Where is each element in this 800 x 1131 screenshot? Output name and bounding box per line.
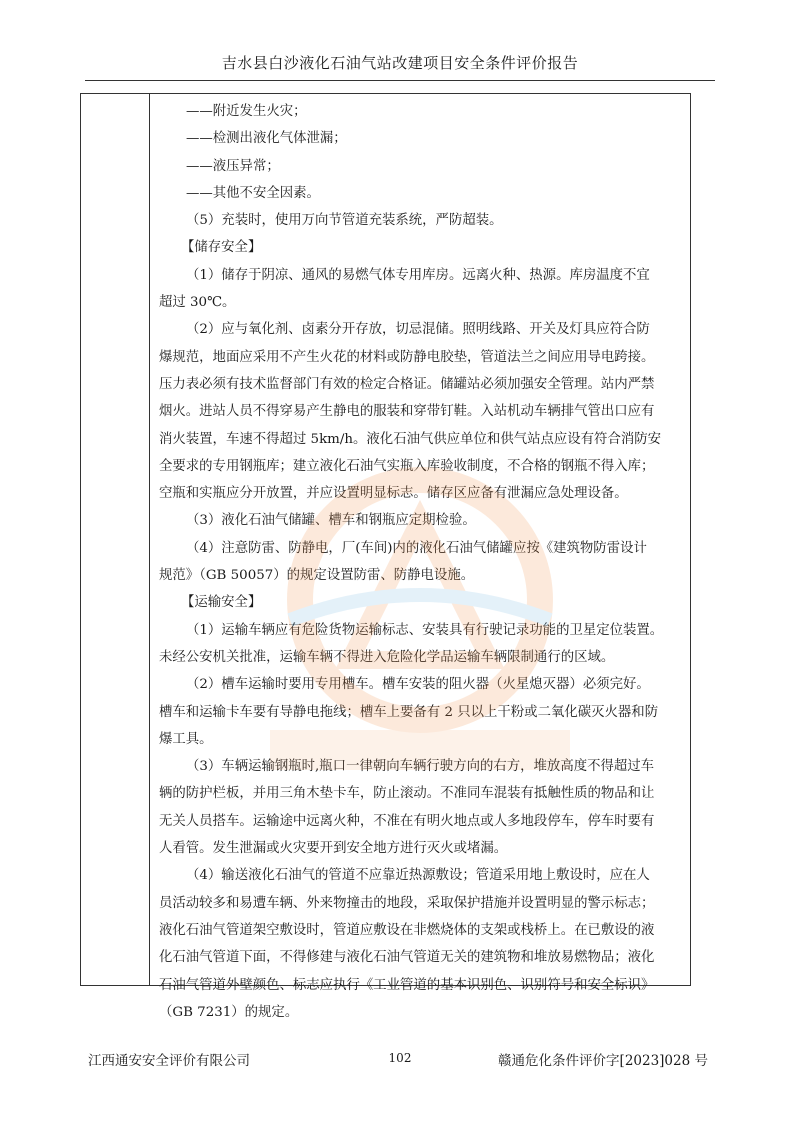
body-line: 全要求的专用钢瓶库；建立液化石油气实瓶入库验收制度，不合格的钢瓶不得入库；	[159, 458, 655, 474]
body-line: ——液压异常；	[186, 158, 280, 174]
footer-page-number: 102	[388, 1051, 412, 1065]
body-line: ——附近发生火灾；	[186, 104, 307, 119]
body-line: 未经公安机关批准，运输车辆不得进入危险化学品运输车辆限制通行的区域。	[159, 649, 615, 665]
body-line: ——检测出液化气体泄漏；	[186, 131, 347, 147]
section-heading: 【运输安全】	[181, 595, 262, 611]
body-line: （1）运输车辆应有危险货物运输标志、安装具有行驶记录功能的卫星定位装置。	[186, 622, 664, 638]
body-line: （GB 7231）的规定。	[159, 1004, 299, 1020]
content-table	[80, 93, 691, 1020]
body-line: 辆的防护栏板，并用三角木垫卡车，防止滚动。不准同车混装有抵触性质的物品和让	[159, 786, 655, 802]
body-line: 化石油气管道下面，不得修建与液化石油气管道无关的建筑物和堆放易燃物品；液化	[159, 950, 655, 966]
body-line: 消火装置，车速不得超过 5km/h。液化石油气供应单位和供气站点应设有符合消防安	[159, 431, 662, 447]
body-line: 压力表必须有技术监督部门有效的检定合格证。储罐站必须加强安全管理。站内严禁	[159, 376, 655, 392]
footer-company: 江西通安安全评价有限公司	[88, 1053, 250, 1069]
body-line: 槽车和运输卡车要有导静电拖线；槽车上要备有 2 只以上干粉或二氧化碳灭火器和防	[159, 704, 659, 720]
body-line: （4）输送液化石油气的管道不应靠近热源敷设；管道采用地上敷设时，应在人	[186, 868, 650, 884]
body-line: 爆规范，地面应采用不产生火花的材料或防静电胶垫，管道法兰之间应用导电跨接。	[159, 349, 655, 365]
body-line: 液化石油气管道架空敷设时，管道应敷设在非燃烧体的支架或栈桥上。在已敷设的液	[159, 922, 655, 938]
table-left-column	[81, 94, 150, 985]
body-line: （4）注意防雷、防静电，厂(车间)内的液化石油气储罐应按《建筑物防雷设计	[186, 540, 647, 556]
body-line: （2）应与氧化剂、卤素分开存放，切忌混储。照明线路、开关及灯具应符合防	[186, 322, 650, 338]
page-header-title: 吉水县白沙液化石油气站改建项目安全条件评价报告	[221, 54, 579, 72]
body-line: 员活动较多和易遭车辆、外来物撞击的地段，采取保护措施并设置明显的警示标志；	[159, 895, 655, 911]
body-line: 烟火。进站人员不得穿易产生静电的服装和穿带钉鞋。入站机动车辆排气管出口应有	[159, 404, 655, 420]
body-line: 人看管。发生泄漏或火灾要开到安全地方进行灭火或堵漏。	[159, 841, 508, 857]
section-heading: 【储存安全】	[181, 240, 262, 256]
body-line: ——其他不安全因素。	[186, 185, 320, 201]
body-line: （2）槽车运输时要用专用槽车。槽车安装的阻火器（火星熄灭器）必须完好。	[186, 677, 650, 693]
body-line: （3）液化石油气储罐、槽车和钢瓶应定期检验。	[186, 513, 476, 529]
body-line: 无关人员搭车。运输途中远离火种，不准在有明火地点或人多地段停车，停车时要有	[159, 813, 655, 829]
footer-doc-code: 赣通危化条件评价字[2023]028 号	[498, 1053, 708, 1069]
body-line: （5）充装时，使用万向节管道充装系统，严防超装。	[186, 213, 503, 229]
header-rule	[85, 80, 715, 81]
body-line: 石油气管道外壁颜色、标志应执行《工业管道的基本识别色、识别符号和安全标识》	[159, 977, 655, 993]
body-line: 规范》（GB 50057）的规定设置防雷、防静电设施。	[159, 568, 475, 584]
body-line: 空瓶和实瓶应分开放置，并应设置明显标志。储存区应备有泄漏应急处理设备。	[159, 486, 628, 502]
body-line: （3）车辆运输钢瓶时,瓶口一律朝向车辆行驶方向的右方，堆放高度不得超过车	[186, 759, 655, 775]
body-line: （1）储存于阴凉、通风的易燃气体专用库房。远离火种、热源。库房温度不宜	[186, 267, 650, 283]
body-line: 爆工具。	[159, 731, 213, 747]
table-content-cell	[159, 98, 687, 1026]
body-line: 超过 30℃。	[159, 295, 236, 311]
